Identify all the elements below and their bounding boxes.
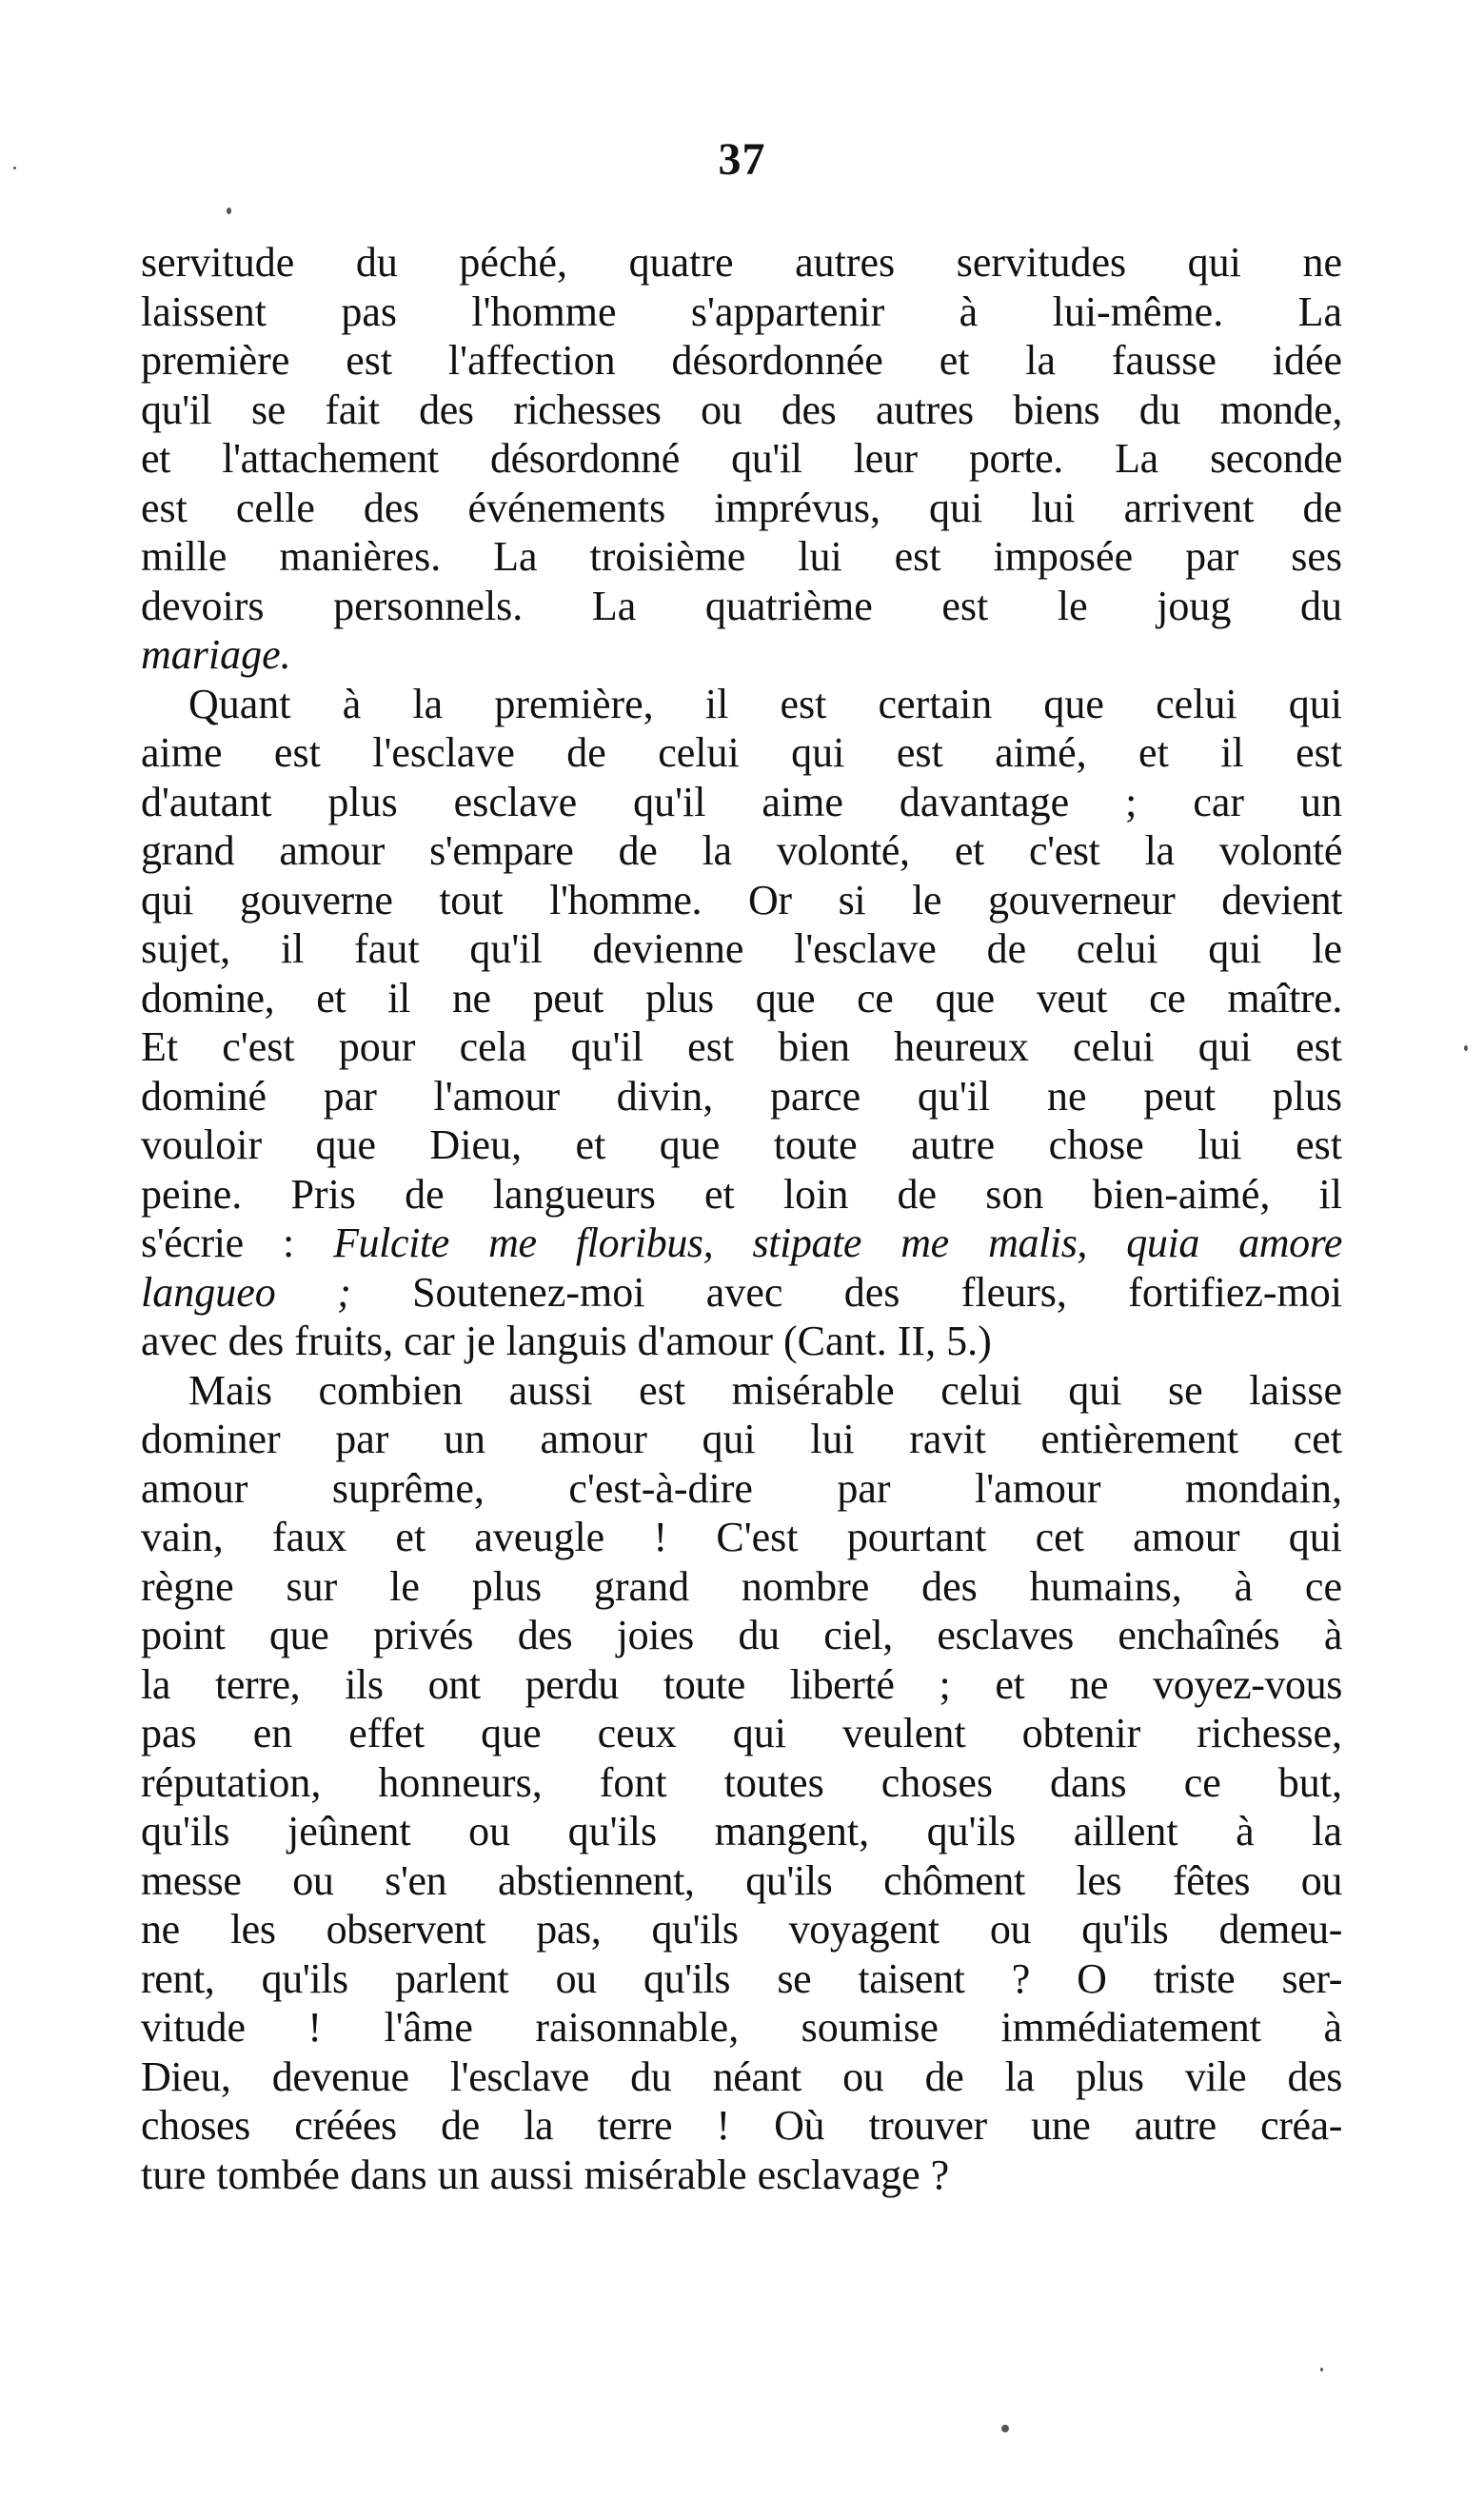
text-line-39: choses créées de la terre ! Où trouver une autre créa-: [141, 2102, 1342, 2149]
text-line-3: première est l'affection désordonnée et la fausse idée: [141, 337, 1342, 384]
text-line-27: vain, faux et aveugle ! C'est pourtant cet amour qui: [141, 1514, 1342, 1560]
text-line-28: règne sur le plus grand nombre des humains, à ce: [141, 1562, 1342, 1610]
text-line-14: qui gouverne tout l'homme. Or si le gouverneur devient: [141, 876, 1342, 923]
body-text: [141, 238, 1342, 2199]
text-line-17: Et c'est pour cela qu'il est bien heureux celui qui est: [141, 1023, 1342, 1070]
text-line-11: aime est l'esclave de celui qui est aimé, et il est: [141, 729, 1342, 776]
text-line-22: langueo ; Soutenez-moi avec des fleurs, fortifiez-moi: [141, 1268, 1343, 1316]
text-line-37: vitude ! l'âme raisonnable, soumise immédiatement à: [141, 2004, 1342, 2051]
text-line-9: mariage.: [141, 631, 291, 678]
text-line-25: dominer par un amour qui lui ravit entièrement cet: [141, 1416, 1342, 1462]
text-line-32: réputation, honneurs, font toutes choses dans ce but,: [141, 1758, 1342, 1806]
text-line-1: servitude du péché, quatre autres servitudes qui ne: [141, 239, 1342, 286]
text-line-7: mille manières. La troisième lui est imposée par ses: [141, 533, 1342, 580]
text-line-10: Quant à la première, il est certain que celui qui: [188, 680, 1342, 727]
text-line-20: peine. Pris de langueurs et loin de son bien-aimé, il: [141, 1170, 1342, 1218]
scan-speck: [13, 167, 16, 169]
page-number: 37: [718, 134, 766, 185]
text-line-5: et l'attachement désordonné qu'il leur porte. La seconde: [141, 435, 1342, 482]
text-line-8: devoirs personnels. La quatrième est le joug du: [141, 582, 1342, 629]
text-line-40: ture tombée dans un aussi misérable esclavage ?: [141, 2151, 950, 2198]
scan-speck: [1320, 2368, 1323, 2371]
text-line-35: ne les observent pas, qu'ils voyagent ou qu'ils demeu-: [141, 1906, 1342, 1953]
text-line-16: domine, et il ne peut plus que ce que veut ce maître.: [141, 974, 1342, 1021]
scan-speck: [1001, 2425, 1009, 2432]
text-line-31: pas en effet que ceux qui veulent obtenir richesse,: [141, 1710, 1342, 1756]
scan-speck: [1464, 1045, 1468, 1051]
text-line-38: Dieu, devenue l'esclave du néant ou de la plus vile des: [141, 2053, 1342, 2100]
text-line-36: rent, qu'ils parlent ou qu'ils se taisent ? O triste ser-: [141, 1954, 1342, 2002]
text-line-34: messe ou s'en abstiennent, qu'ils chôment les fêtes ou: [141, 1856, 1342, 1904]
text-line-18: dominé par l'amour divin, parce qu'il ne peut plus: [141, 1072, 1342, 1120]
text-line-23: avec des fruits, car je languis d'amour (Cant. II, 5.): [141, 1318, 992, 1364]
scan-speck: [227, 208, 231, 214]
text-line-4: qu'il se fait des richesses ou des autres biens du monde,: [141, 386, 1342, 433]
text-line-2: laissent pas l'homme s'appartenir à lui-même. La: [141, 288, 1342, 335]
text-line-33: qu'ils jeûnent ou qu'ils mangent, qu'ils aillent à la: [141, 1808, 1342, 1855]
text-line-19: vouloir que Dieu, et que toute autre chose lui est: [141, 1121, 1342, 1168]
text-line-24: Mais combien aussi est misérable celui qui se laisse: [188, 1366, 1342, 1414]
text-line-15: sujet, il faut qu'il devienne l'esclave de celui qui le: [141, 925, 1342, 972]
text-line-6: est celle des événements imprévus, qui lui arrivent de: [141, 484, 1342, 531]
text-line-12: d'autant plus esclave qu'il aime davantage ; car un: [141, 778, 1342, 825]
text-line-13: grand amour s'empare de la volonté, et c'est la volonté: [141, 827, 1342, 874]
text-line-30: la terre, ils ont perdu toute liberté ; et ne voyez-vous: [141, 1660, 1342, 1708]
text-line-21: s'écrie : Fulcite me floribus, stipate me malis, quia amore: [141, 1220, 1342, 1266]
text-line-29: point que privés des joies du ciel, esclaves enchaînés à: [141, 1612, 1342, 1658]
text-line-26: amour suprême, c'est-à-dire par l'amour mondain,: [141, 1464, 1342, 1512]
